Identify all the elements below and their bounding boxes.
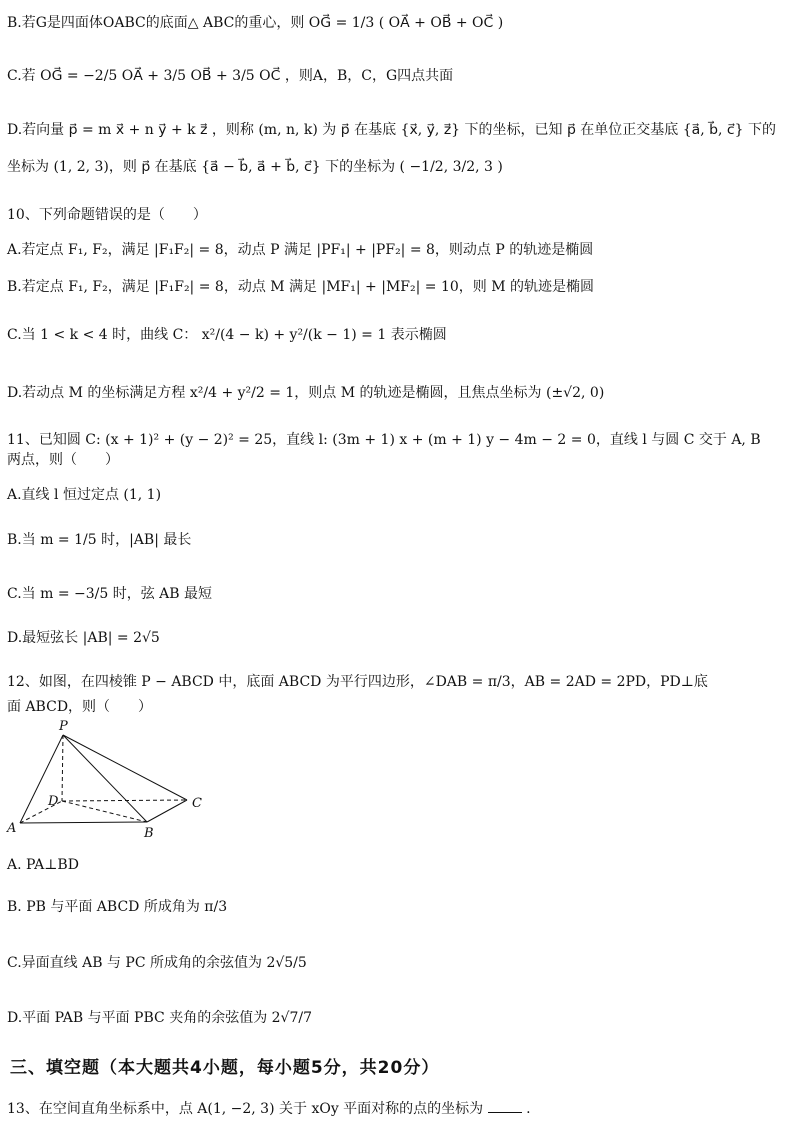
q9-option-c: C.若 OG⃗ = −2/5 OA⃗ + 3/5 OB⃗ + 3/5 OC⃗ ，则A，B，C，G四点共面	[7, 68, 454, 84]
edge-PA	[20, 735, 63, 823]
q9-option-d-line2: 坐标为 (1, 2, 3)，则 p⃗ 在基底 {a⃗ − b⃗, a⃗ + b⃗, c⃗} 下的坐标为 ( −1/2, 3/2, 3 )	[7, 159, 503, 175]
q12-stem-line1: 12、如图，在四棱锥 P − ABCD 中，底面 ABCD 为平行四边形，∠DAB = π/3，AB = 2AD = 2PD，PD⊥底	[7, 674, 708, 690]
q10-stem: 10、下列命题错误的是（ ）	[7, 207, 207, 223]
q11-option-b: B.当 m = 1/5 时，|AB| 最长	[7, 532, 192, 548]
edge-PC	[63, 735, 187, 800]
label-P: P	[59, 719, 68, 734]
q12-option-b: B. PB 与平面 ABCD 所成角为 π/3	[7, 899, 228, 915]
edge-DC	[62, 800, 187, 801]
q11-stem-line2: 两点，则（ ）	[7, 452, 119, 468]
q12-stem-line2: 面 ABCD，则（ ）	[7, 699, 153, 715]
answer-blank	[488, 1100, 522, 1113]
q10-option-a: A.若定点 F₁, F₂，满足 |F₁F₂| = 8，动点 P 满足 |PF₁| + |PF₂| = 8，则动点 P 的轨迹是椭圆	[7, 242, 594, 258]
q9-option-d-line1: D.若向量 p⃗ = m x⃗ + n y⃗ + k z⃗ ，则称 (m, n, k) 为 p⃗ 在基底 {x⃗, y⃗, z⃗} 下的坐标，已知 p⃗ 在单位正交基底 {a⃗, b⃗, c⃗} 下的	[7, 122, 776, 138]
edge-PD	[62, 735, 63, 801]
edge-PB	[63, 735, 147, 822]
q11-stem-line1: 11、已知圆 C: (x + 1)² + (y − 2)² = 25，直线 l: (3m + 1) x + (m + 1) y − 4m − 2 = 0，直线 l 与圆 C 交于 A, B	[7, 432, 761, 448]
label-A: A	[7, 821, 17, 836]
label-B: B	[144, 826, 154, 841]
q10-option-b: B.若定点 F₁, F₂，满足 |F₁F₂| = 8，动点 M 满足 |MF₁| + |MF₂| = 10，则 M 的轨迹是椭圆	[7, 279, 595, 295]
q12-option-d: D.平面 PAB 与平面 PBC 夹角的余弦值为 2√7/7	[7, 1010, 312, 1026]
edge-DB	[62, 801, 147, 822]
q9-option-b: B.若G是四面体OABC的底面△ ABC的重心，则 OG⃗ = 1/3 ( OA⃗ + OB⃗ + OC⃗ )	[7, 15, 504, 31]
q11-option-a: A.直线 l 恒过定点 (1, 1)	[7, 487, 162, 503]
q12-option-c: C.异面直线 AB 与 PC 所成角的余弦值为 2√5/5	[7, 955, 307, 971]
q11-option-d: D.最短弦长 |AB| = 2√5	[7, 630, 160, 646]
section-title: 三、填空题（本大题共4小题，每小题5分，共20分）	[10, 1058, 440, 1078]
q10-option-c: C.当 1 < k < 4 时，曲线 C： x²/(4 − k) + y²/(k − 1) = 1 表示椭圆	[7, 327, 447, 343]
q12-option-a: A. PA⊥BD	[7, 857, 79, 873]
edge-AB	[20, 822, 147, 823]
pyramid-figure	[5, 717, 220, 842]
edge-BC	[147, 800, 187, 822]
label-C: C	[192, 796, 202, 811]
q13-text: 13、在空间直角坐标系中，点 A(1, −2, 3) 关于 xOy 平面对称的点的坐标为	[7, 1101, 484, 1117]
q13-period: .	[526, 1101, 531, 1117]
label-D: D	[48, 794, 59, 809]
q11-option-c: C.当 m = −3/5 时，弦 AB 最短	[7, 586, 213, 602]
q10-option-d: D.若动点 M 的坐标满足方程 x²/4 + y²/2 = 1，则点 M 的轨迹是椭圆，且焦点坐标为 (±√2, 0)	[7, 385, 605, 401]
q13-stem	[7, 1099, 531, 1119]
